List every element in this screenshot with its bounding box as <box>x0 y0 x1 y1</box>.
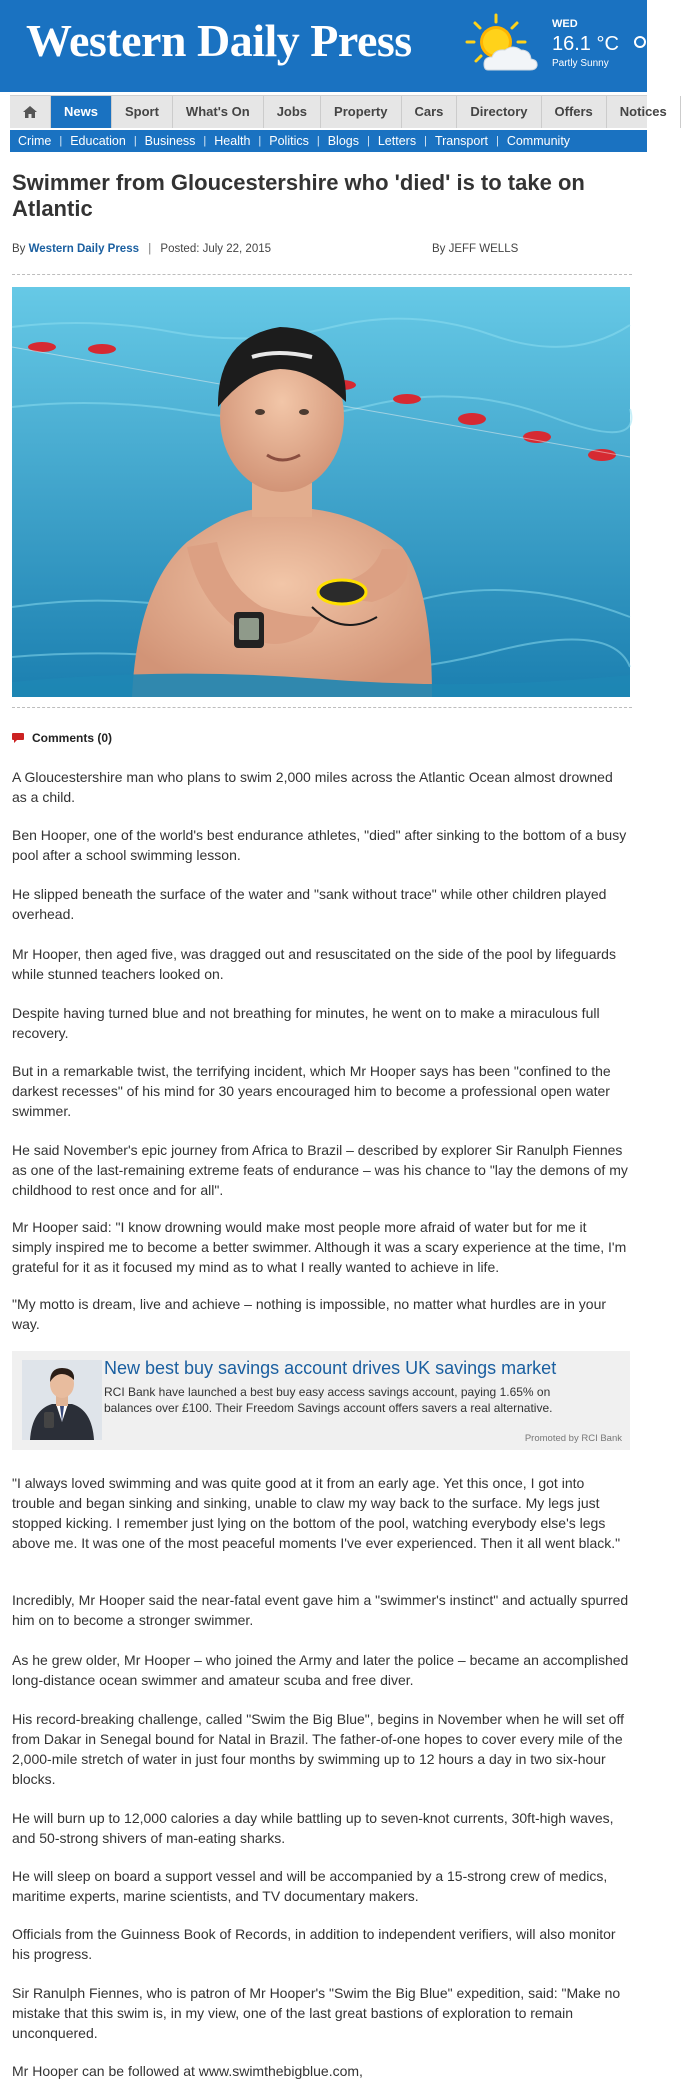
subnav-transport[interactable]: Transport <box>434 134 488 148</box>
article-paragraph: Sir Ranulph Fiennes, who is patron of Mr Hooper's "Swim the Big Blue" expedition, said: "Make no mistake that this swim is, in my view, one of the last great bastions of exploration to remain unconquered. <box>12 1985 621 2041</box>
article-paragraph: Ben Hooper, one of the world's best endurance athletes, "died" after sinking to the bottom of a busy pool after a school swimming lesson. <box>12 827 627 863</box>
subnav-politics[interactable]: Politics <box>269 134 309 148</box>
nav-notices[interactable]: Notices <box>607 96 681 128</box>
subnav-separator: | <box>316 135 320 147</box>
subnav-separator: | <box>367 135 370 147</box>
subnav-blogs[interactable]: Blogs <box>327 134 359 148</box>
article-paragraph: But in a remarkable twist, the terrifying incident, which Mr Hooper says has been "confined to the darkest recesses" of his mind for 30 years encouraged him to become a professional open water swimmer. <box>12 1063 611 1119</box>
nav-jobs[interactable]: Jobs <box>264 96 321 128</box>
nav-home[interactable] <box>10 96 51 128</box>
article-paragraph: "I always loved swimming and was quite good at it from an early age. Yet this once, I got into trouble and began sinking and sinking, unable to claw my way back to the surface. My legs just stopped kicking. I remember just lying on the bottom of the pool, watching everybody else's legs above me. It was one of the most peaceful moments I've ever experienced. Then it all went black." <box>12 1475 621 1551</box>
article-paragraph: Mr Hooper can be followed at www.swimthebigblue.com, <box>12 2063 363 2079</box>
subnav-separator: | <box>133 135 137 147</box>
byline-separator: | <box>148 243 152 255</box>
divider <box>12 707 632 708</box>
nav-sport[interactable]: Sport <box>112 96 173 128</box>
subnav-separator: | <box>495 135 499 147</box>
divider <box>12 274 632 275</box>
comments-link[interactable] <box>12 731 112 745</box>
comments-count: Comments (0) <box>32 731 113 745</box>
article-byline <box>12 243 271 255</box>
nav-directory[interactable]: Directory <box>457 96 541 128</box>
article-headline: Swimmer from Gloucestershire who 'died' is to take on Atlantic <box>12 170 585 221</box>
nav-whats-on[interactable]: What's On <box>173 96 264 128</box>
weather-temperature: 16.1 °C <box>552 33 619 55</box>
weather-description: Partly Sunny <box>552 58 609 69</box>
main-navigation <box>10 95 667 128</box>
subnav-health[interactable]: Health <box>214 134 251 148</box>
article-paragraph: Officials from the Guinness Book of Records, in addition to independent verifiers, will also monitor his progress. <box>12 1926 616 1962</box>
site-logo[interactable]: Western Daily Press <box>26 15 412 66</box>
nav-cars[interactable]: Cars <box>402 96 458 128</box>
subnav-community[interactable]: Community <box>506 134 571 148</box>
article-paragraph: A Gloucestershire man who plans to swim 2,000 miles across the Atlantic Ocean almost drowned as a child. <box>12 769 613 805</box>
article-paragraph: As he grew older, Mr Hooper – who joined the Army and later the police – became an accomplished long-distance ocean swimmer and amateur scuba and free diver. <box>12 1652 629 1688</box>
article-paragraph: Despite having turned blue and not breathing for minutes, he went on to make a miraculous full recovery. <box>12 1005 600 1041</box>
subnav-separator: | <box>203 135 207 147</box>
article-paragraph: He will burn up to 12,000 calories a day while battling up to seven-knot currents, 30ft-high waves, and 50-strong shivers of man-eating sharks. <box>12 1810 614 1846</box>
subnav-letters[interactable]: Letters <box>377 134 417 148</box>
partly-sunny-icon <box>458 12 544 78</box>
article-photo <box>12 287 630 697</box>
article-author: By JEFF WELLS <box>432 243 519 255</box>
promo-description: RCI Bank have launched a best buy easy access savings account, paying 1.65% on balances over £100. Their Freedom Savings account offers savers a real alternative. <box>104 1385 553 1415</box>
weather-more-icon[interactable] <box>634 36 646 48</box>
subnav-separator: | <box>424 135 427 147</box>
masthead <box>0 0 647 92</box>
sub-navigation <box>10 130 647 152</box>
article-paragraph: Incredibly, Mr Hooper said the near-fatal event gave him a "swimmer's instinct" and actually spurred him on to become a stronger swimmer. <box>12 1592 629 1628</box>
article-paragraph: He slipped beneath the surface of the water and "sank without trace" while other children played overhead. <box>12 886 607 922</box>
subnav-business[interactable]: Business <box>144 134 196 148</box>
comment-bubble-icon <box>12 733 24 743</box>
businessman-illustration <box>22 1360 102 1440</box>
article-paragraph: Mr Hooper said: "I know drowning would make most people more afraid of water but for me it simply inspired me to become a better swimmer. Although it was a scary experience at the time, I'm grateful for it as it focused my mind as to what I really wanted to achieve in life. <box>12 1219 627 1275</box>
promo-thumbnail <box>22 1360 102 1440</box>
article-paragraph: "My motto is dream, live and achieve – nothing is impossible, no matter what hurdles are in your way. <box>12 1296 607 1332</box>
subnav-separator: | <box>59 135 63 147</box>
article-paragraph: He said November's epic journey from Africa to Brazil – described by explorer Sir Ranulph Fiennes as one of the last-remaining extreme feats of endurance – was his chance to "lay the demons of my childhood to rest once and for all". <box>12 1142 628 1198</box>
weather-day: WED <box>552 18 578 30</box>
nav-property[interactable]: Property <box>321 96 401 128</box>
swimmer-illustration <box>12 287 630 697</box>
article-paragraph: Mr Hooper, then aged five, was dragged out and resuscitated on the side of the pool by lifeguards while stunned teachers looked on. <box>12 946 616 982</box>
article-paragraph: He will sleep on board a support vessel and will be accompanied by a 15-strong crew of medics, maritime experts, marine scientists, and TV documentary makers. <box>12 1868 608 1904</box>
byline-prefix: By <box>12 243 26 255</box>
promo-title[interactable]: New best buy savings account drives UK savings market <box>104 1358 557 1378</box>
article-paragraph: His record-breaking challenge, called "Swim the Big Blue", begins in November when he will set off from Dakar in Senegal bound for Natal in Brazil. The father-of-one hopes to cover every mile of the 2,000-mile stretch of water in just four months by swimming up to 12 hours a day in two six-hour blocks. <box>12 1711 624 1787</box>
sponsored-promo[interactable] <box>12 1351 630 1450</box>
nav-news[interactable]: News <box>51 96 112 128</box>
nav-offers[interactable]: Offers <box>542 96 607 128</box>
promo-sponsor: Promoted by RCI Bank <box>524 1433 622 1444</box>
subnav-education[interactable]: Education <box>70 134 126 148</box>
subnav-separator: | <box>258 135 262 147</box>
home-icon <box>23 106 37 118</box>
subnav-crime[interactable]: Crime <box>18 134 52 148</box>
publication-link[interactable]: Western Daily Press <box>28 243 139 255</box>
posted-date: Posted: July 22, 2015 <box>160 243 272 255</box>
